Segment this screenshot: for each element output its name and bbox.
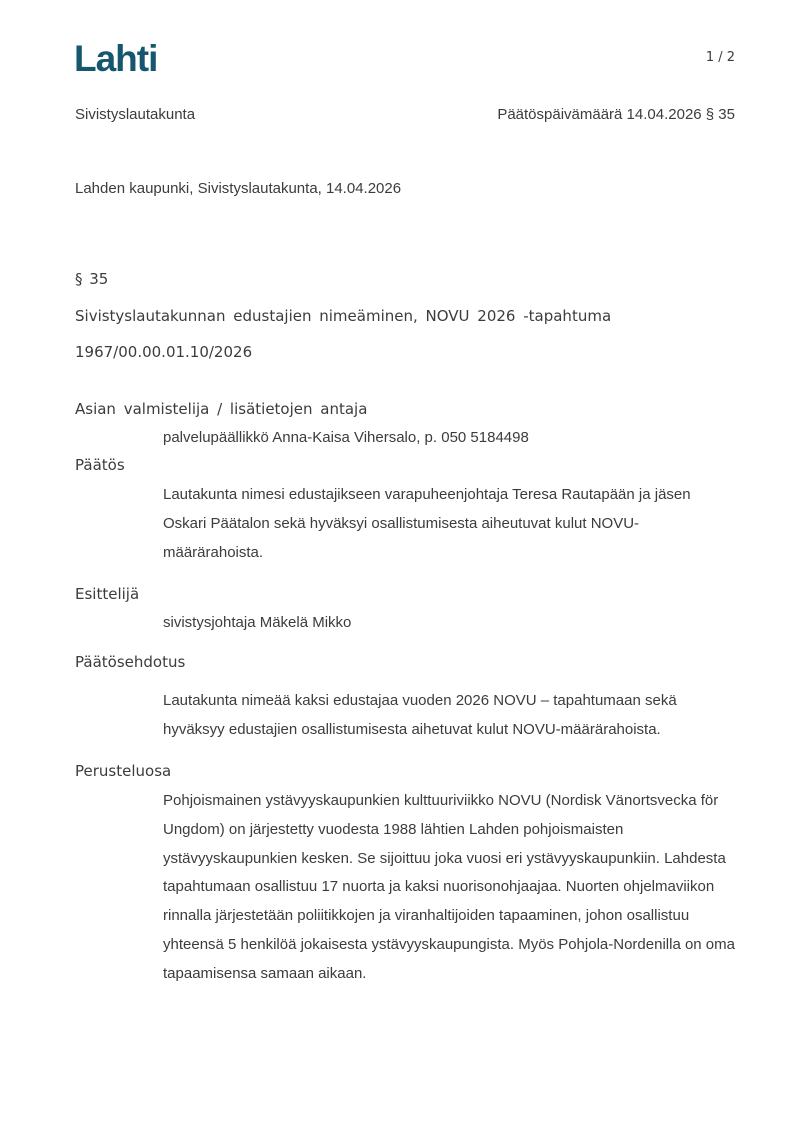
header-decision-date: Päätöspäivämäärä 14.04.2026 § 35 <box>497 106 735 123</box>
lahti-logo: Lahti <box>74 38 158 79</box>
municipality-line: Lahden kaupunki, Sivistyslautakunta, 14.04.2026 <box>75 180 402 197</box>
document-header <box>75 106 735 123</box>
header-committee: Sivistyslautakunta <box>75 106 196 123</box>
section-body-presenter: sivistysjohtaja Mäkelä Mikko <box>163 614 352 631</box>
section-label-presenter: Esittelijä <box>75 585 140 603</box>
section-body-preparer: palvelupäällikkö Anna-Kaisa Vihersalo, p. 050 5184498 <box>163 429 529 446</box>
section-body-justification: Pohjoismainen ystävyyskaupunkien kulttuuriviikko NOVU (Nordisk Vänortsvecka för Ungdom) on järjestetty vuodesta 1988 lähtien Lahden pohjoismaisten ystävyyskaupunkien kesken. Se sijoittuu joka vuosi eri ystävyyskaupunkiin. Lahdesta tapahtumaan osallistuu 17 nuorta ja kaksi nuorisonohjaajaa. Nuorten ohjelmaviikon rinnalla järjestetään poliitikkojen ja viranhaltijoiden tapaaminen, johon osallistuu yhteensä 5 henkilöä jokaisesta ystävyyskaupungista. Myös Pohjola-Nordenilla on oma tapaamisensa samaan aikaan. <box>163 792 735 982</box>
page-number: 1 / 2 <box>705 50 735 65</box>
section-body-proposal: Lautakunta nimeää kaksi edustajaa vuoden 2026 NOVU – tapahtumaan sekä hyväksyy edustajien osallistumisesta aihetuvat kulut NOVU-määrärahoista. <box>163 692 677 738</box>
section-body-decision: Lautakunta nimesi edustajikseen varapuheenjohtaja Teresa Rautapään ja jäsen Oskari Päätalon sekä hyväksyi osallistumisesta aiheutuvat kulut NOVU-määrärahoista. <box>163 486 691 561</box>
section-label-proposal: Päätösehdotus <box>75 653 186 671</box>
section-label-decision: Päätös <box>75 456 125 474</box>
document-title: Sivistyslautakunnan edustajien nimeäminen, NOVU 2026 -tapahtuma <box>75 307 612 325</box>
section-label-justification: Perusteluosa <box>75 762 172 780</box>
section-label-preparer: Asian valmistelija / lisätietojen antaja <box>75 400 368 418</box>
paragraph-number: § 35 <box>75 270 109 288</box>
case-number: 1967/00.00.01.10/2026 <box>75 343 253 361</box>
